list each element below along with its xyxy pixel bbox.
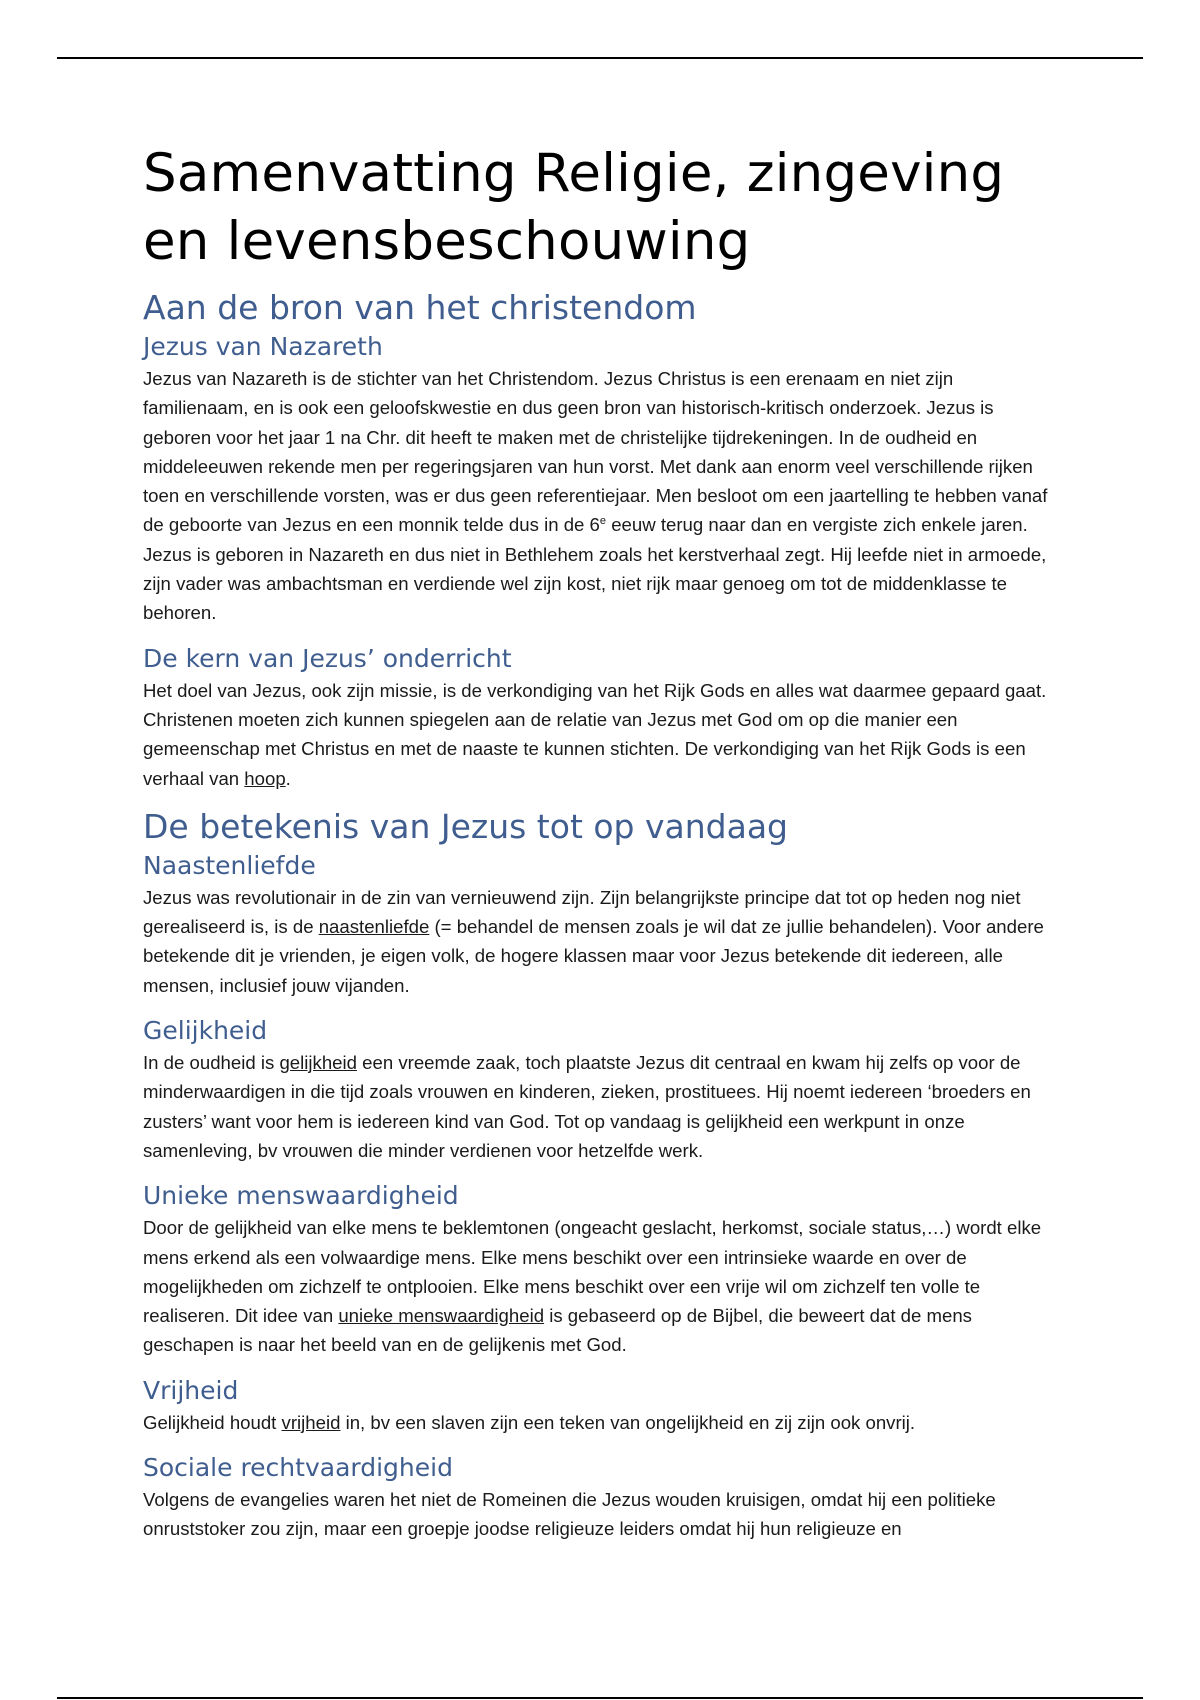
- text: Gelijkheid houdt: [143, 1411, 282, 1433]
- text: Door de gelijkheid van elke mens te beklemtonen (ongeacht geslacht, herkomst, sociale status,…) wordt elke mens erkend als een volwaardige mens. Elke mens beschikt over een intrinsieke waarde en over de mogelijkheden om zichzelf te ontplooien. Elke mens beschikt over een vrije wil om zichzelf ten volle te realiseren. Dit idee van: [143, 1217, 1042, 1327]
- document-body: [143, 140, 1063, 1558]
- term-hoop: hoop: [244, 767, 286, 789]
- paragraph-menswaardigheid: [143, 1213, 1063, 1359]
- paragraph-jezus-van-nazareth: [143, 364, 1063, 628]
- term-naastenliefde: naastenliefde: [318, 916, 430, 938]
- heading-menswaardigheid: Unieke menswaardigheid: [143, 1181, 459, 1211]
- document-title: Samenvatting Religie, zingeving en levensbeschouwing: [143, 143, 1005, 272]
- heading-vrijheid: Vrijheid: [143, 1375, 239, 1405]
- text: een vreemde zaak, toch plaatste Jezus dit centraal en kwam hij zelfs op voor de minderwaardigen in die tijd zoals vrouwen en kinderen, zieken, prostituees. Hij noemt iedereen ‘broeders en zusters’ want voor hem is iedereen kind van God. Tot op vandaag is gelijkheid een werkpunt in onze samenleving, bv vrouwen die minder verdienen voor hetzelfde werk.: [143, 1052, 1031, 1161]
- term-menswaardigheid: unieke menswaardigheid: [338, 1305, 545, 1327]
- heading-rechtvaardigheid: Sociale rechtvaardigheid: [143, 1453, 453, 1483]
- text: Jezus was revolutionair in de zin van vernieuwend zijn. Zijn belangrijkste principe dat tot op heden nog niet gerealiseerd is, is de: [143, 886, 1021, 938]
- paragraph-gelijkheid: [143, 1048, 1063, 1165]
- text: In de oudheid is: [143, 1052, 280, 1074]
- term-gelijkheid: gelijkheid: [279, 1052, 357, 1074]
- top-rule: [57, 57, 1143, 59]
- heading-naastenliefde: Naastenliefde: [143, 850, 316, 880]
- text: in, bv een slaven zijn een teken van ongelijkheid en zij zijn ook onvrij.: [340, 1411, 916, 1433]
- text: Het doel van Jezus, ook zijn missie, is de verkondiging van het Rijk Gods en alles wat daarmee gepaard gaat. Christenen moeten zich kunnen spiegelen aan de relatie van Jezus met God om op die manier een gemeenschap met Christus en met de naaste te kunnen stichten. De verkondiging van het Rijk Gods is een verhaal van: [143, 679, 1047, 789]
- heading-bron: Aan de bron van het christendom: [143, 288, 697, 327]
- text: .: [285, 767, 291, 789]
- heading-betekenis: De betekenis van Jezus tot op vandaag: [143, 806, 788, 846]
- heading-kern-onderricht: De kern van Jezus’ onderricht: [143, 643, 512, 673]
- paragraph-naastenliefde: [143, 883, 1063, 1000]
- text: Jezus van Nazareth is de stichter van het Christendom. Jezus Christus is een erenaam en niet zijn familienaam, en is ook een geloofskwestie en dus geen bron van historisch-kritisch onderzoek. Jezus is geboren voor het jaar 1 na Chr. dit heeft te maken met de christelijke tijdrekeningen. In de oudheid en middeleeuwen rekende men per regeringsjaren van hun vorst. Met dank aan enorm veel verschillende rijken toen en verschillende vorsten, was er dus geen referentiejaar. Men besloot om een jaartelling te hebben vanaf de geboorte van Jezus en een monnik telde dus in de 6: [143, 368, 1048, 536]
- heading-jezus-van-nazareth: Jezus van Nazareth: [143, 332, 383, 361]
- text: is gebaseerd op de Bijbel, die beweert dat de mens geschapen is naar het beeld van en de gelijkenis met God.: [143, 1305, 972, 1356]
- paragraph-rechtvaardigheid: Volgens de evangelies waren het niet de Romeinen die Jezus wouden kruisigen, omdat hij een politieke onruststoker zou zijn, maar een groepje joodse religieuze leiders omdat hij hun religieuze en: [143, 1489, 996, 1540]
- heading-gelijkheid: Gelijkheid: [143, 1016, 268, 1046]
- paragraph-vrijheid: [143, 1408, 1063, 1437]
- term-vrijheid: vrijheid: [281, 1411, 341, 1433]
- superscript: e: [599, 515, 607, 528]
- bottom-rule: [57, 1697, 1143, 1699]
- text: (= behandel de mensen zoals je wil dat ze jullie behandelen). Voor andere betekende dit je vrienden, je eigen volk, de hogere klassen maar voor Jezus betekende dit iedereen, alle mensen, inclusief jouw vijanden.: [143, 916, 1044, 996]
- paragraph-kern-onderricht: [143, 676, 1063, 793]
- text: eeuw terug naar dan en vergiste zich enkele jaren. Jezus is geboren in Nazareth en dus niet in Bethlehem zoals het kerstverhaal zegt. Hij leefde niet in armoede, zijn vader was ambachtsman en verdiende wel zijn kost, niet rijk maar genoeg om tot de middenklasse te behoren.: [143, 514, 1047, 624]
